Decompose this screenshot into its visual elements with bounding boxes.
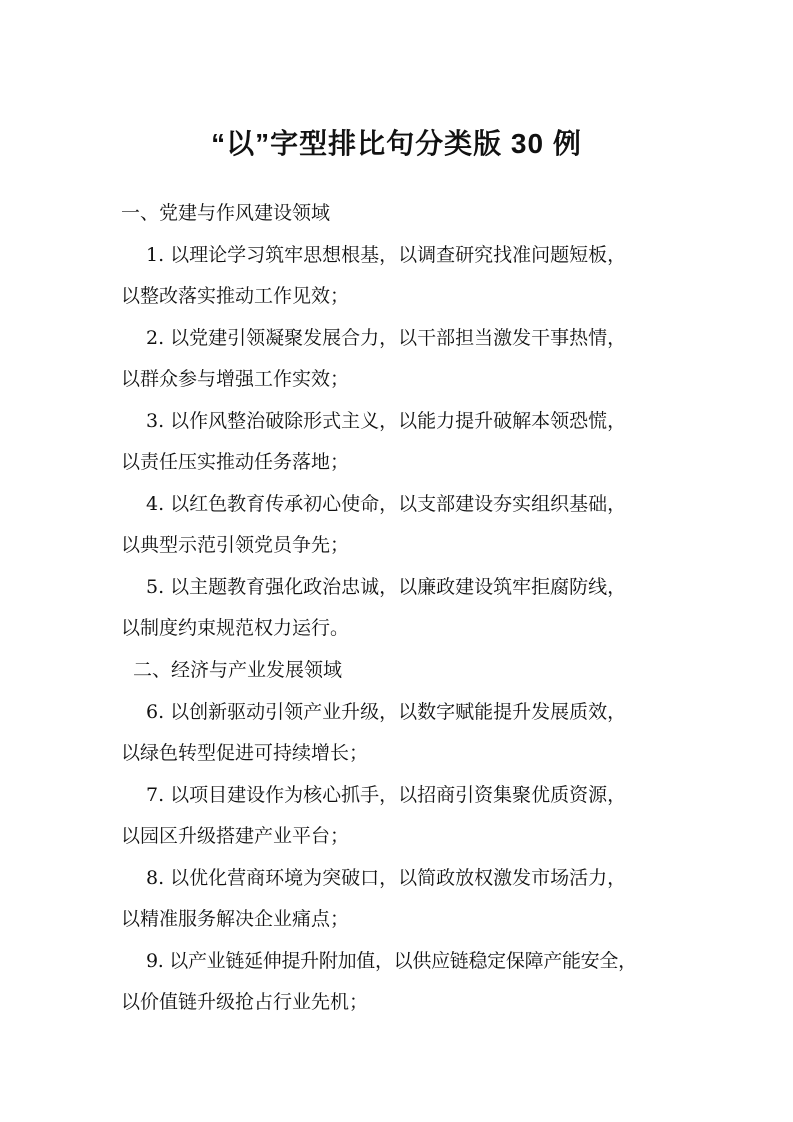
list-item: 9. 以产业链延伸提升附加值，以供应链稳定保障产能安全，	[146, 950, 637, 972]
list-item-continuation: 以群众参与增强工作实效；	[121, 368, 350, 390]
list-item: 2. 以党建引领凝聚发展合力，以干部担当激发干事热情，	[146, 327, 627, 349]
list-item-continuation: 以园区升级搭建产业平台；	[121, 825, 350, 847]
list-item: 1. 以理论学习筑牢思想根基，以调查研究找准问题短板，	[146, 244, 627, 266]
list-item-continuation: 以价值链升级抢占行业先机；	[121, 991, 369, 1013]
list-item: 8. 以优化营商环境为突破口，以简政放权激发市场活力，	[146, 867, 627, 889]
list-item-continuation: 以精准服务解决企业痛点；	[121, 908, 350, 930]
list-item: 4. 以红色教育传承初心使命，以支部建设夯实组织基础，	[146, 493, 627, 515]
list-item: 6. 以创新驱动引领产业升级，以数字赋能提升发展质效，	[146, 701, 627, 723]
list-item: 5. 以主题教育强化政治忠诚，以廉政建设筑牢拒腐防线，	[146, 576, 627, 598]
list-item: 3. 以作风整治破除形式主义，以能力提升破解本领恐慌，	[146, 410, 627, 432]
section-heading: 一、党建与作风建设领域	[121, 202, 331, 224]
list-item-continuation: 以责任压实推动任务落地；	[121, 451, 350, 473]
list-item: 7. 以项目建设作为核心抓手，以招商引资集聚优质资源，	[146, 784, 627, 806]
list-item-continuation: 以制度约束规范权力运行。	[121, 617, 350, 639]
list-item-continuation: 以典型示范引领党员争先；	[121, 534, 350, 556]
list-item-continuation: 以整改落实推动工作见效；	[121, 285, 350, 307]
document-title: “以”字型排比句分类版 30 例	[211, 128, 582, 159]
section-heading: 二、经济与产业发展领域	[133, 659, 343, 681]
list-item-continuation: 以绿色转型促进可持续增长；	[121, 742, 369, 764]
